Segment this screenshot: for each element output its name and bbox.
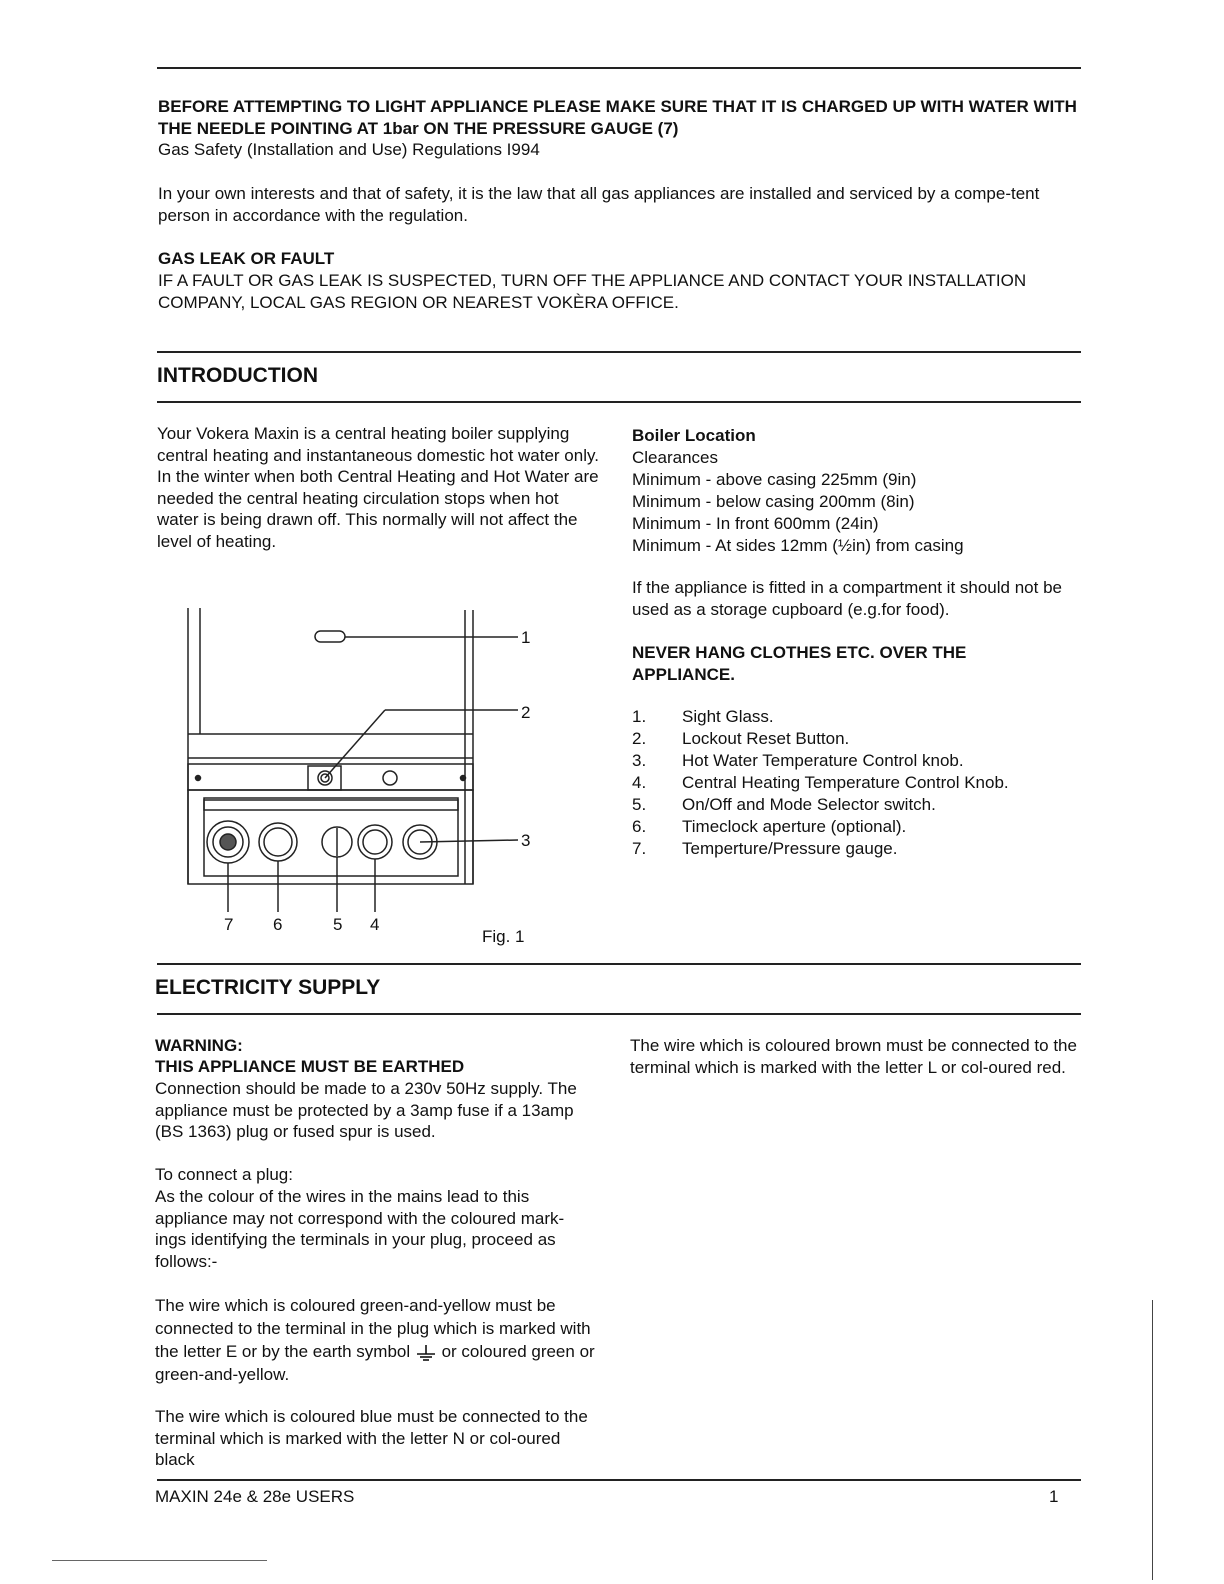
plug-text: As the colour of the wires in the mains lead to this appliance may not correspond with the coloured mark-ings identifying the terminals in your plug, proceed as follows:- bbox=[155, 1187, 565, 1271]
earthed-warning: THIS APPLIANCE MUST BE EARTHED bbox=[155, 1057, 465, 1076]
never-hang-warning: NEVER HANG CLOTHES ETC. OVER THE APPLIANCE. bbox=[632, 643, 967, 684]
introduction-heading: INTRODUCTION bbox=[157, 364, 318, 387]
footer-rule bbox=[157, 1479, 1081, 1481]
footer-title: MAXIN 24e & 28e USERS bbox=[155, 1487, 355, 1506]
legend-item: 2. Lockout Reset Button. bbox=[632, 729, 850, 748]
scan-bottom-line bbox=[52, 1560, 267, 1561]
warning-label: WARNING: bbox=[155, 1036, 243, 1055]
page-number: 1 bbox=[1049, 1487, 1059, 1506]
green-yellow-text: The wire which is coloured green-and-yellow must be connected to the terminal in the plug which is marked with the letter E or by the earth symbol or coloured green or green-and-yellow. bbox=[155, 1296, 595, 1384]
figure-legend bbox=[632, 706, 1009, 860]
boiler-location-title: Boiler Location bbox=[632, 426, 756, 445]
blue-wire-text: The wire which is coloured blue must be connected to the terminal which is marked with the letter N or col-oured black bbox=[155, 1407, 588, 1469]
legend-item: 4. Central Heating Temperature Control Knob. bbox=[632, 773, 1009, 792]
clearance-item: Minimum - In front 600mm (24in) bbox=[632, 514, 879, 533]
top-rule bbox=[157, 67, 1081, 69]
clearance-item: Minimum - below casing 200mm (8in) bbox=[632, 492, 915, 511]
clearances-label: Clearances bbox=[632, 448, 718, 467]
electricity-heading: ELECTRICITY SUPPLY bbox=[155, 976, 381, 999]
callout-7: 7 bbox=[224, 915, 234, 934]
scan-edge bbox=[1152, 1300, 1153, 1580]
legend-item: 1. Sight Glass. bbox=[632, 707, 774, 726]
regulations-line: Gas Safety (Installation and Use) Regulations I994 bbox=[158, 140, 540, 159]
intro-bottom-rule bbox=[157, 401, 1081, 403]
callout-4: 4 bbox=[370, 915, 380, 934]
gas-leak-text: IF A FAULT OR GAS LEAK IS SUSPECTED, TURN OFF THE APPLIANCE AND CONTACT YOUR INSTALLATION COMPANY, LOCAL GAS REGION OR NEAREST VOKÈRA OFFICE. bbox=[158, 271, 1027, 312]
callout-3: 3 bbox=[521, 831, 531, 850]
legend-item: 3. Hot Water Temperature Control knob. bbox=[632, 751, 964, 770]
legend-item: 5. On/Off and Mode Selector switch. bbox=[632, 795, 936, 814]
connection-text: Connection should be made to a 230v 50Hz supply. The appliance must be protected by a 3amp fuse if a 13amp (BS 1363) plug or fused spur is used. bbox=[155, 1079, 577, 1141]
intro-body: Your Vokera Maxin is a central heating boiler supplying central heating and instantaneous domestic hot water only. In the winter when both Central Heating and Hot Water are needed the central heating circulation stops when hot water is being drawn off. This normally will not affect the level of heating. bbox=[157, 424, 599, 551]
electricity-top-rule bbox=[157, 963, 1081, 965]
compartment-text: If the appliance is fitted in a compartment it should not be used as a storage cupboard (e.g.for food). bbox=[632, 578, 1062, 619]
callout-5: 5 bbox=[333, 915, 343, 934]
clearances-list bbox=[632, 469, 964, 557]
legend-item: 6. Timeclock aperture (optional). bbox=[632, 817, 907, 836]
gas-leak-heading: GAS LEAK OR FAULT bbox=[158, 249, 335, 268]
callout-1: 1 bbox=[521, 628, 531, 647]
intro-top-rule bbox=[157, 351, 1081, 353]
earth-symbol-icon bbox=[415, 1345, 437, 1361]
callout-6: 6 bbox=[273, 915, 283, 934]
clearance-item: Minimum - above casing 225mm (9in) bbox=[632, 470, 917, 489]
electricity-bottom-rule bbox=[157, 1013, 1081, 1015]
brown-wire-text: The wire which is coloured brown must be connected to the terminal which is marked with the letter L or col-oured red. bbox=[630, 1036, 1077, 1077]
clearance-item: Minimum - At sides 12mm (½in) from casing bbox=[632, 536, 964, 555]
figure-caption: Fig. 1 bbox=[482, 927, 525, 946]
plug-title: To connect a plug: bbox=[155, 1165, 293, 1184]
law-paragraph: In your own interests and that of safety, it is the law that all gas appliances are installed and serviced by a compe-tent person in accordance with the regulation. bbox=[158, 184, 1040, 225]
legend-item: 7. Temperture/Pressure gauge. bbox=[632, 839, 898, 858]
boiler-diagram bbox=[180, 600, 540, 950]
notice-bold: BEFORE ATTEMPTING TO LIGHT APPLIANCE PLEASE MAKE SURE THAT IT IS CHARGED UP WITH WATER WITH THE NEEDLE POINTING AT 1bar ON THE PRESSURE GAUGE (7) bbox=[158, 97, 1077, 138]
callout-2: 2 bbox=[521, 703, 531, 722]
